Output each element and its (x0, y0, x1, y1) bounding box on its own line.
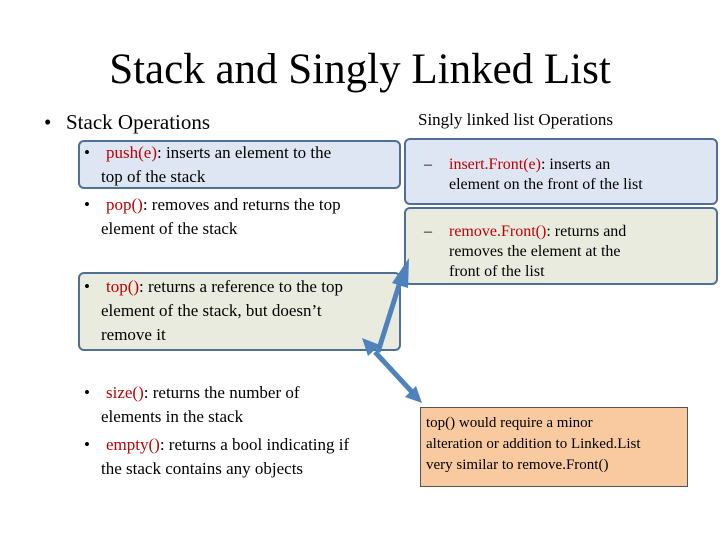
push-bullet: • (84, 143, 90, 162)
remove-dash: – (424, 223, 432, 240)
top-description-1: : returns a reference to the top (139, 277, 343, 296)
top-description-2: element of the stack, but doesn’t (101, 301, 322, 320)
top-bullet: • (84, 277, 90, 296)
insert-dash: – (424, 156, 432, 173)
pop-bullet: • (84, 195, 90, 214)
note-line-1: top() would require a minor (426, 415, 593, 431)
insert-front-description-1: : inserts an (540, 156, 611, 173)
size-description-2: elements in the stack (101, 407, 244, 426)
remove-front-description-1: : returns and (546, 223, 627, 240)
top-method-name: top() (106, 277, 140, 296)
stack-operations-heading-text: Stack Operations (66, 110, 211, 134)
slide-title: Stack and Singly Linked List (109, 46, 611, 93)
push-description-1: : inserts an element to the (156, 143, 332, 162)
linked-list-operations-heading: Singly linked list Operations (418, 110, 614, 129)
lower-arrow-shaft (375, 352, 412, 392)
remove-front-description-2: removes the element at the (449, 243, 621, 260)
note-line-3: very similar to remove.Front() (426, 457, 609, 473)
size-method-name: size() (106, 383, 144, 402)
pop-description-2: element of the stack (101, 219, 238, 238)
note-line-2: alteration or addition to Linked.List (426, 436, 641, 452)
size-bullet: • (84, 383, 90, 402)
insert-front-description-2: element on the front of the list (449, 176, 643, 193)
upper-arrow-shaft (378, 282, 400, 352)
size-description-1: : returns the number of (143, 383, 300, 402)
push-method-name: push(e) (106, 143, 157, 162)
insert-front-method-name: insert.Front(e) (449, 156, 541, 173)
upper-arrowhead (392, 258, 409, 288)
empty-description-2: the stack contains any objects (101, 459, 304, 478)
pop-description-1: : removes and returns the top (142, 195, 341, 214)
empty-method-name: empty() (106, 435, 160, 454)
empty-bullet: • (84, 435, 90, 454)
top-description-3: remove it (101, 325, 166, 344)
push-description-2: top of the stack (101, 167, 206, 186)
empty-description-1: : returns a bool indicating if (159, 435, 350, 454)
remove-front-method-name: remove.Front() (449, 223, 547, 240)
heading-bullet: • (44, 110, 52, 134)
pop-method-name: pop() (106, 195, 143, 214)
remove-front-description-3: front of the list (449, 263, 545, 280)
